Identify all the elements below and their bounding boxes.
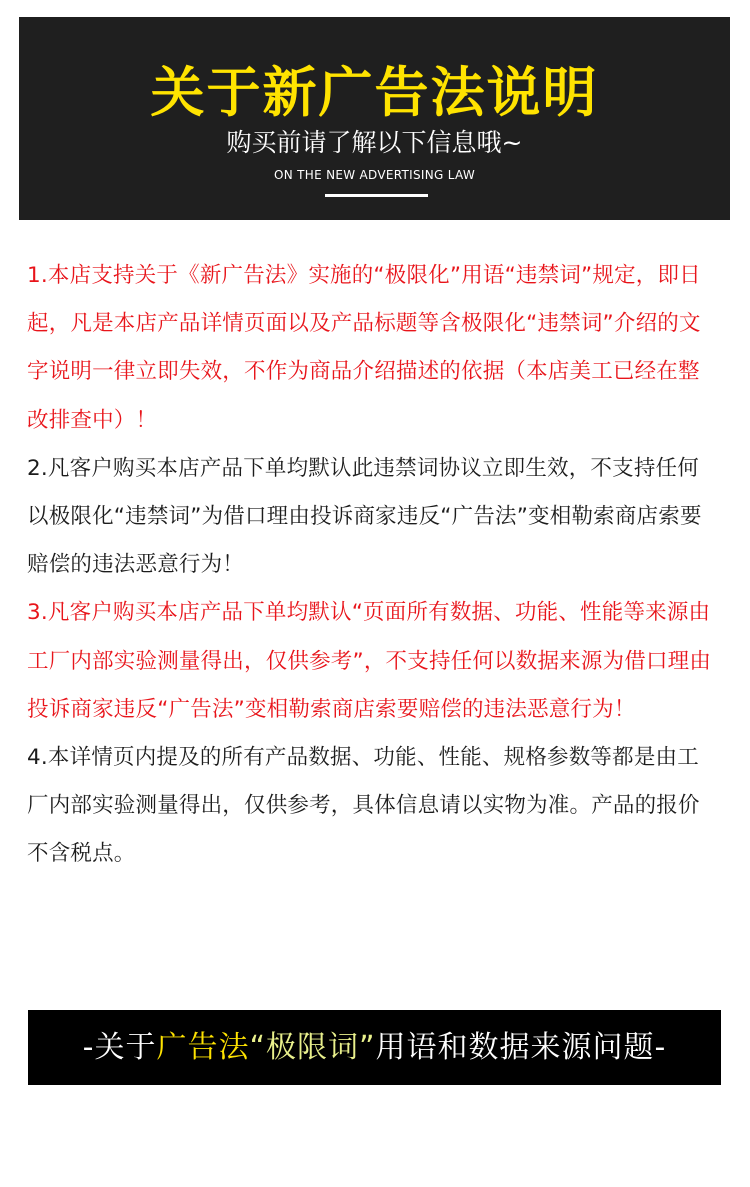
footer-banner (28, 1010, 721, 1085)
header-banner (19, 17, 730, 220)
footer-highlight-2: “极限词” (249, 1030, 376, 1065)
notice-paragraph-1: 1.本店支持关于《新广告法》实施的“极限化”用语“违禁词”规定，即日起，凡是本店产品详情页面以及产品标题等含极限化“违禁词”介绍的文字说明一律立即失效，不作为商品介绍描述的依据（本店美工已经在整改排查中）！ (27, 263, 701, 433)
footer-highlight: 广告法 (156, 1030, 250, 1065)
page-title: 关于新广告法说明 (150, 61, 599, 124)
footer-suffix: 用语和数据来源问题- (375, 1030, 667, 1065)
notice-paragraph-2: 2.凡客户购买本店产品下单均默认此违禁词协议立即生效，不支持任何以极限化“违禁词”为借口理由投诉商家违反“广告法”变相勒索商店索要赔偿的违法恶意行为！ (27, 455, 702, 578)
notice-body (27, 252, 717, 879)
title-underline (325, 194, 428, 197)
english-title: ON THE NEW ADVERTISING LAW (273, 168, 475, 182)
notice-paragraph-4: 4.本详情页内提及的所有产品数据、功能、性能、规格参数等都是由工厂内部实验测量得出，仅供参考，具体信息请以实物为准。产品的报价不含税点。 (27, 745, 700, 867)
page-subtitle: 购买前请了解以下信息哦~ (226, 128, 523, 157)
footer-prefix: -关于 (82, 1030, 157, 1065)
notice-paragraph-3: 3.凡客户购买本店产品下单均默认“页面所有数据、功能、性能等来源由工厂内部实验测量得出，仅供参考”，不支持任何以数据来源为借口理由投诉商家违反“广告法”变相勒索商店索要赔偿的违法恶意行为！ (27, 600, 712, 722)
